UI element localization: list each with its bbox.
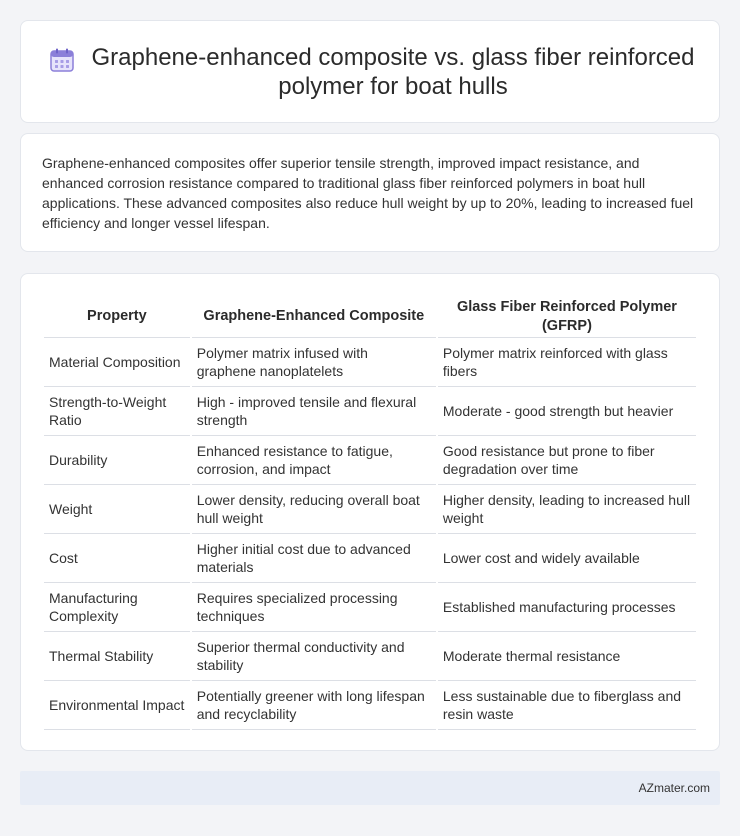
property-cell: Thermal Stability — [44, 632, 190, 681]
gfrp-cell: Polymer matrix reinforced with glass fibers — [438, 338, 696, 387]
table-row — [44, 583, 696, 632]
table-row — [44, 387, 696, 436]
property-cell: Strength-to-Weight Ratio — [44, 387, 190, 436]
column-header-gfrp: Glass Fiber Reinforced Polymer (GFRP) — [438, 296, 696, 338]
graphene-cell: Higher initial cost due to advanced materials — [192, 534, 436, 583]
gfrp-cell: Lower cost and widely available — [438, 534, 696, 583]
property-cell: Manufacturing Complexity — [44, 583, 190, 632]
graphene-cell: Superior thermal conductivity and stability — [192, 632, 436, 681]
graphene-cell: High - improved tensile and flexural strength — [192, 387, 436, 436]
footer-bar — [20, 771, 720, 805]
graphene-cell: Enhanced resistance to fatigue, corrosion, and impact — [192, 436, 436, 485]
gfrp-cell: Good resistance but prone to fiber degradation over time — [438, 436, 696, 485]
comparison-card — [20, 273, 720, 751]
column-header-property: Property — [44, 296, 190, 338]
table-row — [44, 632, 696, 681]
title-card — [20, 20, 720, 123]
graphene-cell: Requires specialized processing techniques — [192, 583, 436, 632]
property-cell: Cost — [44, 534, 190, 583]
column-header-graphene: Graphene-Enhanced Composite — [192, 296, 436, 338]
property-cell: Environmental Impact — [44, 681, 190, 730]
property-cell: Durability — [44, 436, 190, 485]
table-row — [44, 338, 696, 387]
gfrp-cell: Less sustainable due to fiberglass and resin waste — [438, 681, 696, 730]
property-cell: Weight — [44, 485, 190, 534]
table-row — [44, 436, 696, 485]
gfrp-cell: Established manufacturing processes — [438, 583, 696, 632]
gfrp-cell: Moderate thermal resistance — [438, 632, 696, 681]
graphene-cell: Potentially greener with long lifespan and recyclability — [192, 681, 436, 730]
gfrp-cell: Moderate - good strength but heavier — [438, 387, 696, 436]
page-title: Graphene-enhanced composite vs. glass fiber reinforced polymer for boat hulls — [91, 43, 695, 100]
footer-brand-link[interactable]: AZmater.com — [638, 781, 710, 795]
table-row — [44, 534, 696, 583]
property-cell: Material Composition — [44, 338, 190, 387]
gfrp-cell: Higher density, leading to increased hull weight — [438, 485, 696, 534]
comparison-table — [42, 296, 698, 730]
intro-card — [20, 133, 720, 252]
graphene-cell: Lower density, reducing overall boat hull weight — [192, 485, 436, 534]
graphene-cell: Polymer matrix infused with graphene nanoplatelets — [192, 338, 436, 387]
table-row — [44, 485, 696, 534]
table-row — [44, 681, 696, 730]
table-header-row — [44, 296, 696, 338]
intro-paragraph: Graphene-enhanced composites offer superior tensile strength, improved impact resistance, and enhanced corrosion resistance compared to traditional glass fiber reinforced polymers in boat hull applications. These advanced composites also reduce hull weight by up to 20%, leading to increased fuel efficiency and longer vessel lifespan. — [42, 155, 694, 231]
